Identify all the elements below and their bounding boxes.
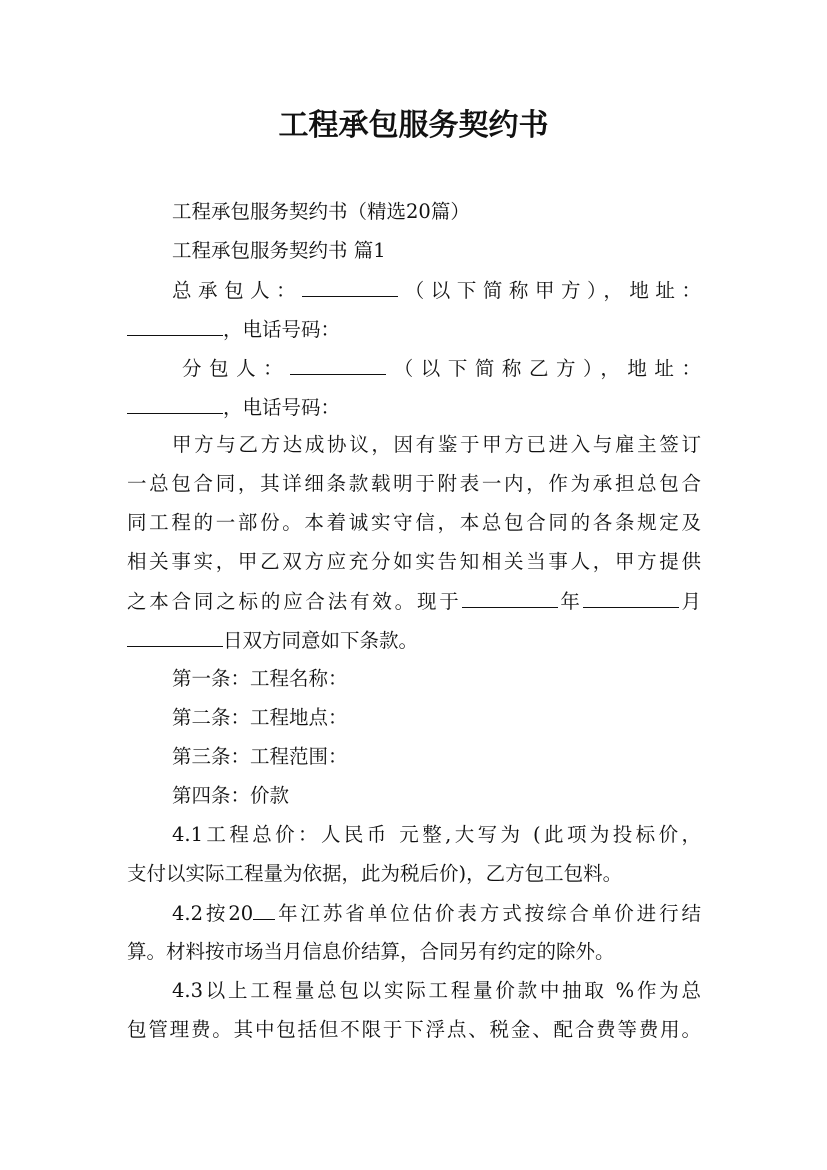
paragraph-text: 日双方同意如下条款。	[223, 629, 419, 652]
party-a-suffix: （以下简称甲方），地址：	[398, 279, 701, 302]
article-heading: 工程承包服务契约书 篇1	[172, 239, 386, 262]
blank-field	[127, 315, 223, 336]
blank-field	[127, 626, 223, 647]
clause-line: 第四条：价款	[172, 784, 290, 807]
blank-field	[290, 354, 386, 375]
paragraph-line: 算。材料按市场当月信息价结算，合同另有约定的除外。	[127, 940, 615, 963]
paragraph-text: 之本合同之标的应合法有效。现于	[127, 590, 462, 613]
party-b-phone: ，电话号码：	[223, 396, 341, 419]
paragraph-line: 同工程的一部份。本着诚实守信，本总包合同的各条规定及	[127, 511, 701, 534]
party-a-phone-line	[127, 315, 701, 343]
clause-line: 第二条：工程地点：	[172, 706, 348, 729]
party-b-suffix: （以下简称乙方），地址：	[386, 357, 701, 380]
paragraph-text: 4.2按20	[172, 902, 254, 925]
party-a-line	[127, 276, 701, 304]
paragraph-line: 包管理费。其中包括但不限于下浮点、税金、配合费等费用。	[127, 1018, 701, 1041]
date-line-end	[127, 626, 701, 654]
paragraph-line: 4.1工程总价：人民币 元整,大写为 (此项为投标价，	[172, 823, 701, 846]
year-label: 年	[557, 590, 583, 613]
paragraph-line: 4.3以上工程量总包以实际工程量价款中抽取 %作为总	[172, 979, 701, 1002]
paragraph-text: 年江苏省单位估价表方式按综合单价进行结	[275, 902, 701, 925]
party-a-phone: ，电话号码：	[223, 318, 341, 341]
blank-field	[253, 899, 275, 920]
clause-line: 第一条：工程名称：	[172, 667, 348, 690]
paragraph-line: 一总包合同，其详细条款载明于附表一内，作为承担总包合	[127, 472, 701, 495]
party-b-phone-line	[127, 393, 701, 421]
paragraph-line	[127, 899, 701, 927]
blank-field	[583, 587, 679, 608]
party-b-label: 分包人：	[182, 357, 291, 380]
month-label: 月	[678, 590, 701, 613]
party-a-label: 总承包人：	[172, 279, 303, 302]
paragraph-line: 甲方与乙方达成协议，因有鉴于甲方已进入与雇主签订	[172, 433, 701, 456]
blank-field	[302, 276, 398, 297]
paragraph-line: 支付以实际工程量为依据，此为税后价)，乙方包工包料。	[127, 862, 623, 885]
paragraph-line: 相关事实，甲乙双方应充分如实告知相关当事人，甲方提供	[127, 550, 701, 573]
party-b-line	[127, 354, 701, 382]
blank-field	[127, 393, 223, 414]
document-title: 工程承包服务契约书	[278, 108, 549, 143]
clause-line: 第三条：工程范围：	[172, 745, 348, 768]
blank-field	[462, 587, 558, 608]
document-subtitle: 工程承包服务契约书（精选20篇）	[172, 200, 470, 223]
date-line	[127, 587, 701, 615]
